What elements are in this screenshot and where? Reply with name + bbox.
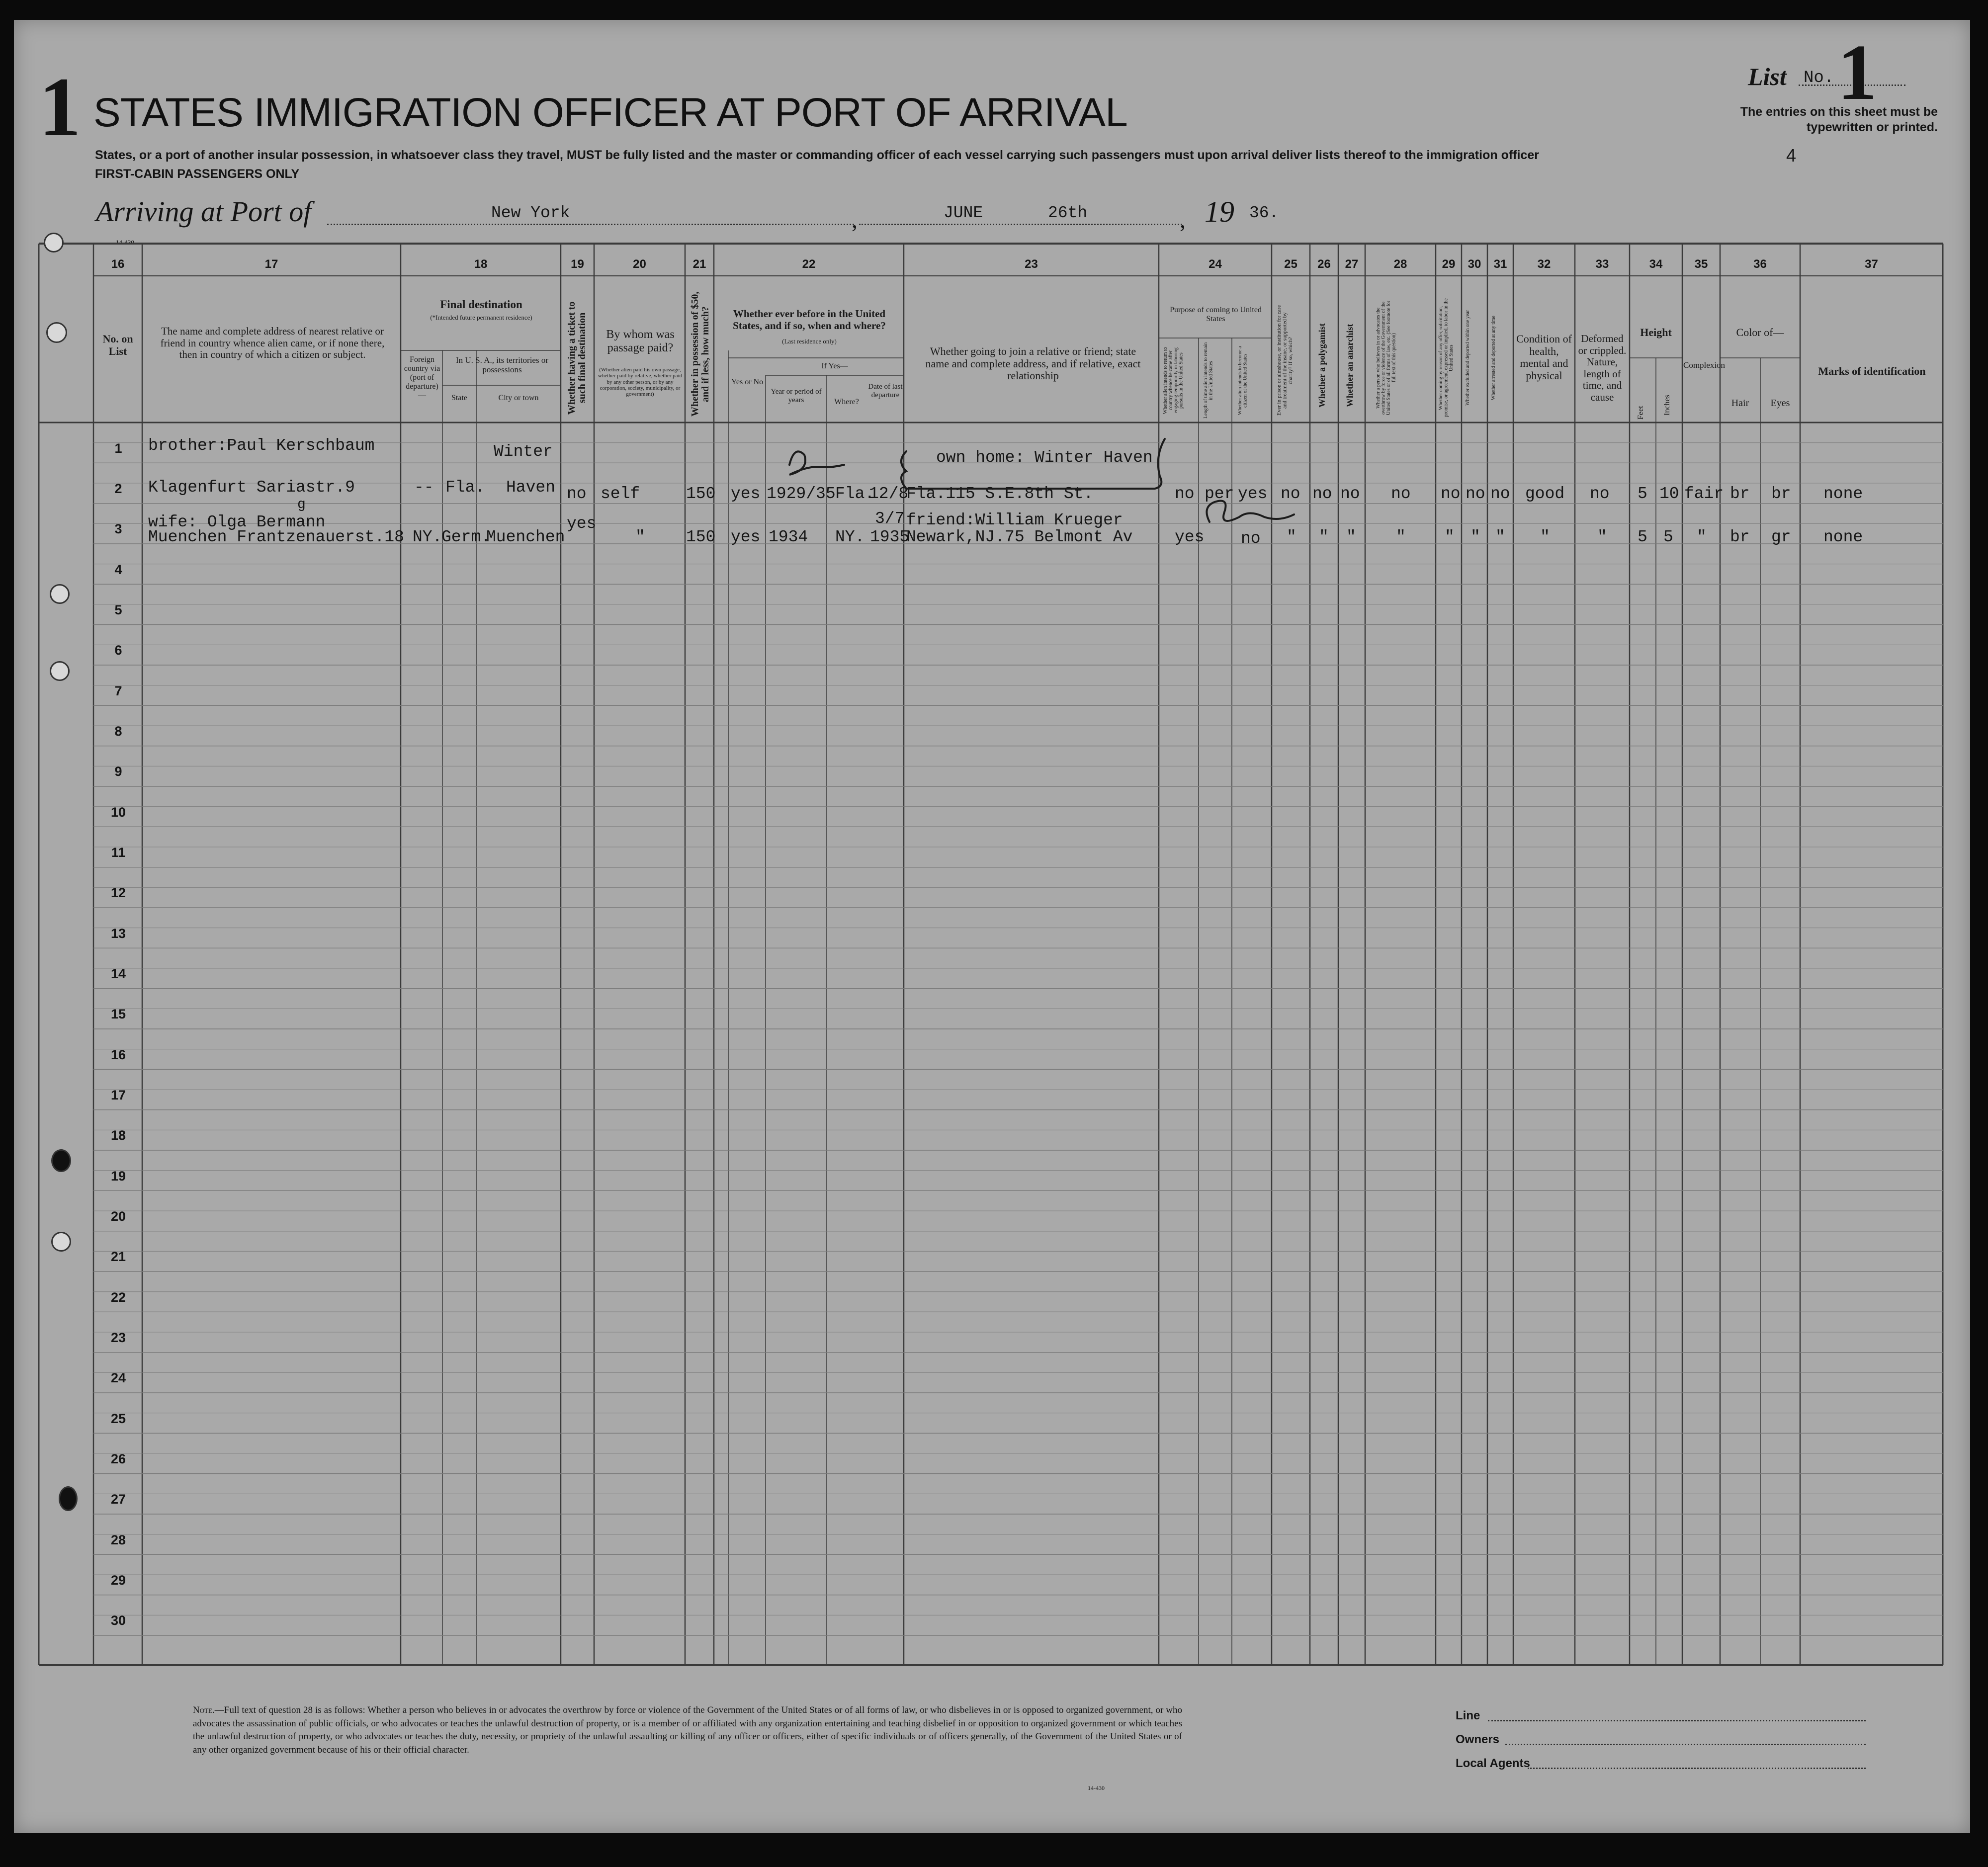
row-number: 14 bbox=[110, 966, 126, 981]
header-going-to-join: Whether going to join a relative or friend; state name and complete address, and if relative, exact relationship bbox=[925, 345, 1141, 382]
col-number-34: 34 bbox=[1649, 257, 1663, 271]
relative-name-correction: g bbox=[297, 497, 306, 512]
row-number: 16 bbox=[110, 1047, 126, 1062]
header-deformed: Deformed or crippled. Nature, length of time, and cause bbox=[1578, 333, 1627, 403]
list-label: List bbox=[1748, 63, 1787, 90]
eye-color: br bbox=[1771, 485, 1791, 503]
purpose-citizen: no bbox=[1241, 529, 1261, 548]
arrival-month: JUNE bbox=[944, 204, 983, 222]
passage-paid-by: " bbox=[635, 528, 645, 546]
header-purpose-length: Length of time alien intends to remain in the United States bbox=[1203, 342, 1214, 419]
row-number: 26 bbox=[110, 1451, 126, 1466]
header-ever-before: Whether ever before in the United States, and if so, when and where? bbox=[733, 308, 886, 332]
header-final-destination: Final destination bbox=[440, 298, 522, 311]
form-title: STATES IMMIGRATION OFFICER AT PORT OF ARRIVAL bbox=[93, 90, 1127, 135]
header-if-yes: If Yes— bbox=[821, 362, 848, 370]
row-number: 25 bbox=[110, 1411, 126, 1426]
deformed: " bbox=[1597, 528, 1607, 546]
row-number: 2 bbox=[114, 481, 122, 496]
excluded: " bbox=[1470, 528, 1480, 546]
row-number: 21 bbox=[110, 1249, 126, 1265]
comma-separator-2: , bbox=[1180, 207, 1186, 233]
header-where: Where? bbox=[834, 398, 859, 406]
header-yes-no: Yes or No bbox=[731, 378, 764, 386]
complexion: fair bbox=[1684, 485, 1724, 503]
header-last-departure: Date of last departure bbox=[868, 383, 903, 399]
header-purpose-citizen: Whether alien intends to become a citizen of the United States bbox=[1237, 346, 1248, 415]
header-feet: Feet bbox=[1637, 406, 1645, 420]
row-number: 7 bbox=[114, 683, 122, 698]
header-state: State bbox=[451, 394, 467, 402]
purpose-return: yes bbox=[1175, 528, 1205, 546]
ever-before: yes bbox=[731, 528, 761, 546]
row-number: 24 bbox=[110, 1370, 126, 1386]
purpose-length: per bbox=[1205, 485, 1234, 503]
years-in-us: 1929/35 bbox=[767, 485, 836, 503]
row-number: 27 bbox=[110, 1492, 126, 1507]
row-number: 9 bbox=[114, 764, 122, 779]
polygamist: " bbox=[1319, 528, 1329, 546]
height-feet: 5 bbox=[1638, 485, 1647, 503]
binder-hole-1 bbox=[44, 233, 64, 253]
excluded: no bbox=[1466, 485, 1485, 503]
binder-hole-5 bbox=[51, 1149, 71, 1172]
row-number: 17 bbox=[110, 1088, 126, 1103]
question-28: " bbox=[1396, 528, 1406, 546]
local-agents-label: Local Agents bbox=[1456, 1757, 1530, 1770]
eye-color: gr bbox=[1771, 528, 1791, 546]
height-inches: 10 bbox=[1659, 485, 1679, 503]
header-years: Year or period of years bbox=[771, 388, 822, 404]
offer-to-labor: no bbox=[1441, 485, 1461, 503]
relative-name: brother:Paul Kerschbaum bbox=[148, 436, 375, 455]
col-number-18: 18 bbox=[474, 257, 488, 271]
where-in-us: Fla. bbox=[835, 485, 875, 503]
year-typed: 36. bbox=[1249, 204, 1279, 222]
row-number: 11 bbox=[111, 845, 126, 860]
row-number: 3 bbox=[114, 521, 122, 537]
header-eyes: Eyes bbox=[1770, 398, 1790, 409]
col-number-16: 16 bbox=[111, 257, 125, 271]
purpose-return: no bbox=[1175, 485, 1195, 503]
row-number: 5 bbox=[114, 602, 122, 617]
passage-paid-by: self bbox=[601, 485, 640, 503]
relative-address: Muenchen Frantzenauerst.18 bbox=[148, 528, 404, 546]
height-inches: 5 bbox=[1663, 528, 1673, 546]
money: 150 bbox=[686, 485, 716, 503]
line-rule bbox=[1488, 1720, 1866, 1721]
typewritten-instruction: The entries on this sheet must be typewritten or printed. bbox=[1740, 105, 1938, 135]
header-complexion: Complexion bbox=[1683, 360, 1726, 370]
dest-city-line1: Winter bbox=[494, 442, 553, 461]
ticket: no bbox=[567, 485, 587, 503]
row-number: 28 bbox=[110, 1532, 126, 1547]
col-number-24: 24 bbox=[1209, 257, 1222, 271]
deformed: no bbox=[1590, 485, 1610, 503]
col-number-37: 37 bbox=[1865, 257, 1878, 271]
header-hair: Hair bbox=[1731, 398, 1749, 409]
list-number-typed: No. bbox=[1804, 69, 1834, 87]
row-number: 29 bbox=[110, 1573, 126, 1588]
binder-hole-7 bbox=[59, 1486, 78, 1511]
row-number: 15 bbox=[110, 1007, 126, 1022]
header-passage-paid-sub: (Whether alien paid his own passage, whether paid by relative, whether paid by any other person, or by any corporation, society, municipality, or government) bbox=[598, 367, 683, 398]
col-number-28: 28 bbox=[1393, 257, 1407, 271]
offer-to-labor: " bbox=[1445, 528, 1455, 546]
last-departure: 12/8 bbox=[869, 485, 909, 503]
header-nearest-relative: The name and complete address of nearest relative or friend in country whence alien came, or if none there, then in country of which a citizen or subject. bbox=[160, 325, 385, 361]
col-number-29: 29 bbox=[1442, 257, 1456, 271]
row-number: 19 bbox=[110, 1168, 126, 1184]
local-agents-rule bbox=[1528, 1768, 1866, 1769]
row-number: 6 bbox=[114, 643, 122, 658]
row-number: 20 bbox=[110, 1209, 126, 1224]
bracket-around-address bbox=[901, 439, 1165, 489]
header-arrested: Whether arrested and deported at any time bbox=[1491, 316, 1496, 400]
comma-separator: , bbox=[852, 207, 858, 233]
header-final-destination-sub: (*Intended future permanent residence) bbox=[430, 314, 532, 321]
owners-rule bbox=[1505, 1744, 1866, 1745]
height-feet: 5 bbox=[1638, 528, 1647, 546]
manifest-sheet bbox=[14, 20, 1970, 1833]
hair-color: br bbox=[1730, 528, 1750, 546]
header-excluded: Whether excluded and deported within one year bbox=[1465, 310, 1470, 406]
handwriting-scribble-row2 bbox=[1207, 501, 1294, 522]
list-number-big: 1 bbox=[1837, 28, 1877, 116]
header-prison: Ever in prison or almshouse, or institution for care and treatment of the insane, or supported by charity? If so, which? bbox=[1276, 305, 1294, 416]
col-number-31: 31 bbox=[1493, 257, 1507, 271]
col-number-20: 20 bbox=[633, 257, 646, 271]
prison: " bbox=[1287, 528, 1297, 546]
last-departure-day: 3/7 bbox=[875, 509, 905, 528]
dest-state: Germ. bbox=[441, 528, 491, 546]
handwriting-scribble-row1 bbox=[789, 451, 844, 475]
join-line2: Newark,NJ.75 Belmont Av bbox=[906, 528, 1133, 546]
col-number-23: 23 bbox=[1025, 257, 1038, 271]
col-number-33: 33 bbox=[1595, 257, 1609, 271]
header-inches: Inches bbox=[1663, 395, 1671, 416]
relative-name: wife: Olga Bermann bbox=[148, 513, 326, 531]
row-number: 12 bbox=[110, 885, 126, 901]
polygamist: no bbox=[1312, 485, 1332, 503]
dest-city-line2: Haven bbox=[506, 478, 556, 497]
ticket: yes bbox=[567, 514, 597, 533]
big-page-number: 1 bbox=[39, 60, 81, 154]
row-number: 8 bbox=[114, 724, 122, 739]
footnote bbox=[193, 1704, 1182, 1757]
arrested: " bbox=[1495, 528, 1505, 546]
header-foreign-country: Foreign country via (port of departure)— bbox=[404, 355, 440, 400]
row-number: 30 bbox=[110, 1613, 126, 1628]
form-code-top: 14-430 bbox=[116, 239, 134, 246]
col-number-25: 25 bbox=[1284, 257, 1297, 271]
row-number: 18 bbox=[110, 1128, 126, 1143]
header-health: Condition of health, mental and physical bbox=[1516, 333, 1572, 382]
header-offer-to-labor: Whether coming by reason of any offer, solicitation, promise, or agreement, expressed or implied, to labor in the United States bbox=[1438, 298, 1454, 418]
header-ticket: Whether having a ticket to such final destination bbox=[566, 301, 588, 415]
binder-hole-6 bbox=[51, 1232, 71, 1252]
join-line1: friend:William Krueger bbox=[906, 511, 1123, 529]
money: 150 bbox=[686, 528, 716, 546]
header-city: City or town bbox=[498, 394, 539, 402]
port-name: New York bbox=[491, 204, 570, 222]
year-printed: 19 bbox=[1205, 195, 1234, 228]
col-number-17: 17 bbox=[264, 257, 278, 271]
header-passage-paid: By whom was passage paid? bbox=[606, 328, 675, 354]
footnote-label: Note. bbox=[193, 1705, 215, 1715]
header-in-usa: In U. S. A., its territories or possessions bbox=[455, 355, 549, 375]
header-marks: Marks of identification bbox=[1818, 365, 1926, 377]
binder-hole-3 bbox=[50, 584, 70, 604]
prison: no bbox=[1281, 485, 1300, 503]
years-in-us: 1934 bbox=[769, 528, 808, 546]
dest-city-line2: Muenchen bbox=[486, 528, 565, 546]
hair-color: br bbox=[1730, 485, 1750, 503]
header-no-on-list: No. on List bbox=[102, 333, 133, 357]
arrested: no bbox=[1490, 485, 1510, 503]
anarchist: no bbox=[1340, 485, 1360, 503]
ever-before: yes bbox=[731, 485, 761, 503]
header-purpose: Purpose of coming to United States bbox=[1170, 306, 1262, 323]
row-number: 4 bbox=[114, 562, 122, 577]
row-number: 1 bbox=[114, 440, 122, 456]
col-number-26: 26 bbox=[1317, 257, 1331, 271]
form-code-bottom: 14-430 bbox=[1088, 1784, 1105, 1791]
header-anarchist: Whether an anarchist bbox=[1345, 324, 1355, 407]
row-number: 22 bbox=[110, 1289, 126, 1305]
join-line2: Fla.115 S.E.8th St. bbox=[906, 485, 1094, 503]
arrival-day: 26th bbox=[1048, 204, 1088, 222]
purpose-citizen: yes bbox=[1238, 485, 1268, 503]
arriving-label: Arriving at Port of bbox=[96, 195, 312, 228]
health: " bbox=[1540, 528, 1550, 546]
last-departure: 1935 bbox=[870, 528, 910, 546]
binder-hole-2 bbox=[46, 322, 67, 343]
col-number-30: 30 bbox=[1468, 257, 1481, 271]
join-line1: own home: Winter Haven bbox=[936, 448, 1153, 467]
binder-hole-4 bbox=[50, 661, 70, 681]
anarchist: " bbox=[1346, 528, 1356, 546]
footnote-text: —Full text of question 28 is as follows: Whether a person who believes in or advocates the overthrow by force or violence of the Government of the United States or of all forms of law, or who disbelieves in or is opposed to organized government, or who advocates the assassination of public officials, or who advocates or teaches the unlawful destruction of property, or is a member of or affiliated with any organization entertaining and teaching disbelief in or opposition to organized government or which teaches the unlawful destruction of property, or who advocates or teaches the duty, necessity, or propriety of the unlawful assaulting or killing of any officer or officers, either of specific individuals or of officers generally, of the Government of the United States or of any other organized government because of his or their official character. bbox=[193, 1705, 1182, 1755]
col-number-32: 32 bbox=[1537, 257, 1551, 271]
header-money: Whether in possession of $50, and if less, how much? bbox=[690, 291, 711, 417]
header-polygamist: Whether a polygamist bbox=[1317, 323, 1327, 408]
form-intro-text: States, or a port of another insular possession, in whatsoever class they travel, MUST be fully listed and the master or commanding officer of each vessel carrying such passengers must upon arrival deliver lists thereof to the immigration officer bbox=[95, 148, 1539, 162]
col-number-35: 35 bbox=[1694, 257, 1708, 271]
where-in-us: NY. bbox=[835, 528, 865, 546]
col-number-21: 21 bbox=[692, 257, 706, 271]
header-question-28: Whether a person who believes in or advocates the overthrow by force or violence of the Government of the United States or of all forms of law, etc. (See footnote for full text of this question) bbox=[1376, 300, 1397, 416]
col-number-22: 22 bbox=[802, 257, 816, 271]
complexion: " bbox=[1697, 528, 1707, 546]
header-color-of: Color of— bbox=[1736, 326, 1784, 339]
row-number: 13 bbox=[110, 926, 126, 941]
row-number: 23 bbox=[110, 1330, 126, 1345]
line-label: Line bbox=[1456, 1709, 1480, 1722]
row-number: 10 bbox=[110, 804, 126, 820]
passenger-class-line: FIRST-CABIN PASSENGERS ONLY bbox=[95, 167, 300, 181]
col-number-27: 27 bbox=[1345, 257, 1359, 271]
header-purpose-return: Whether alien intends to return to country whence he came after engaging temporarily in laboring pursuits in the United States bbox=[1163, 347, 1184, 414]
header-ever-before-sub: (Last residence only) bbox=[782, 338, 837, 345]
dest-state: Fla. bbox=[445, 478, 485, 497]
col-number-36: 36 bbox=[1753, 257, 1767, 271]
handwritten-marks bbox=[14, 20, 1970, 1833]
via-port: NY. bbox=[413, 528, 442, 546]
question-28: no bbox=[1391, 485, 1411, 503]
via-port: -- bbox=[414, 478, 434, 497]
col-number-19: 19 bbox=[571, 257, 584, 271]
header-height: Height bbox=[1640, 326, 1672, 339]
relative-address: Klagenfurt Sariastr.9 bbox=[148, 478, 355, 497]
identification-marks: none bbox=[1823, 528, 1863, 546]
sheet-number: 4 bbox=[1786, 145, 1797, 166]
owners-label: Owners bbox=[1456, 1733, 1500, 1746]
identification-marks: none bbox=[1823, 485, 1863, 503]
health: good bbox=[1525, 485, 1565, 503]
